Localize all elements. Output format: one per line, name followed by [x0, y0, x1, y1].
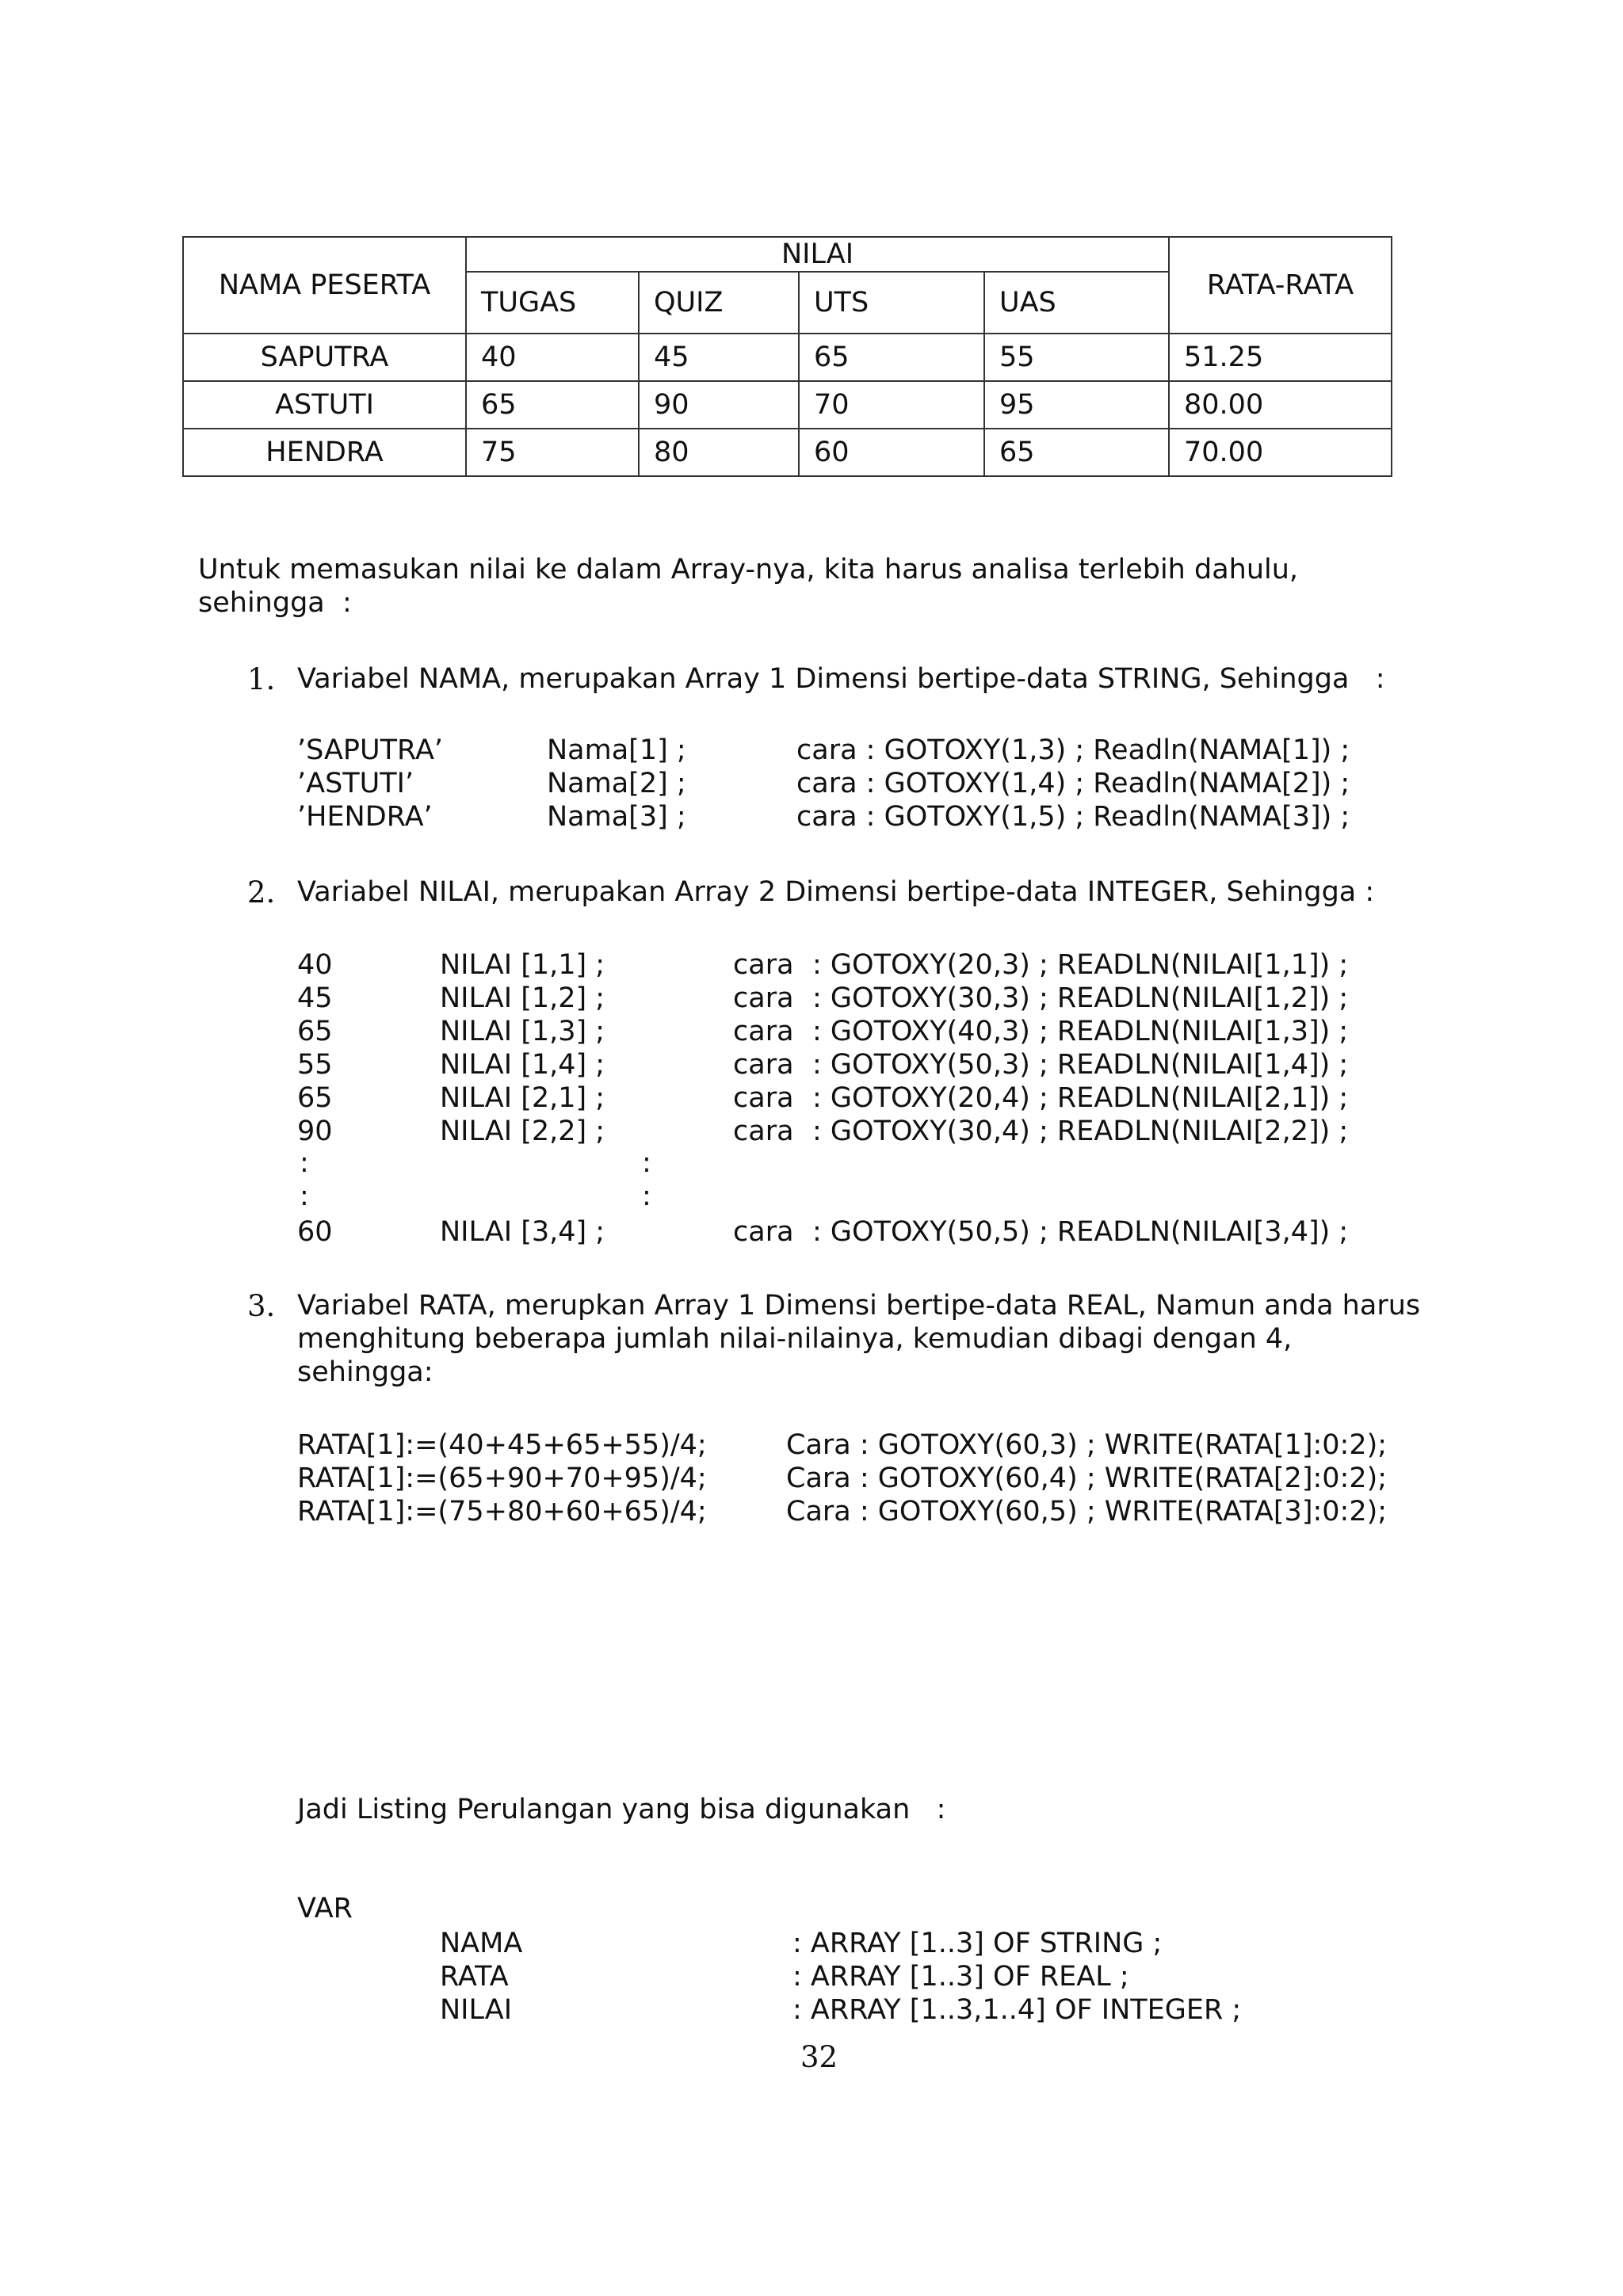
header-uts: UTS: [799, 272, 984, 334]
intro-line-1: Untuk memasukan nilai ke dalam Array-nya, kita harus analisa terlebih dahulu,: [198, 554, 1299, 585]
table-row: [183, 429, 1392, 476]
listing-decl-name: RATA: [440, 1961, 509, 1993]
item-2-row-c: cara: [733, 1116, 794, 1147]
item-1-row-a: ’SAPUTRA’: [297, 734, 444, 766]
item-2-row-b: NILAI [1,2] ;: [440, 982, 605, 1014]
header-uas: UAS: [984, 272, 1169, 334]
cell-uas: 55: [984, 334, 1169, 381]
item-2-text: Variabel NILAI, merupakan Array 2 Dimensi bertipe-data INTEGER, Sehingga :: [297, 876, 1375, 908]
item-2-row-a: 45: [297, 982, 333, 1014]
cell-rata: 70.00: [1169, 429, 1392, 476]
ellipsis-colon: :: [642, 1147, 651, 1179]
item-3-number: 3.: [247, 1289, 276, 1323]
item-2-row-a: 65: [297, 1082, 333, 1114]
cell-nama: HENDRA: [183, 429, 466, 476]
item-2-row-d: : GOTOXY(20,4) ; READLN(NILAI[2,1]) ;: [812, 1082, 1349, 1114]
cell-tugas: 40: [466, 334, 639, 381]
item-3-row-b: Cara : GOTOXY(60,3) ; WRITE(RATA[1]:0:2);: [786, 1429, 1388, 1461]
item-2-last-a: 60: [297, 1216, 333, 1248]
item-1-number: 1.: [247, 662, 276, 696]
cell-uas: 65: [984, 429, 1169, 476]
item-3-row-b: Cara : GOTOXY(60,5) ; WRITE(RATA[3]:0:2);: [786, 1496, 1388, 1527]
cell-uts: 60: [799, 429, 984, 476]
nilai-table: [182, 236, 1392, 477]
item-2-row-b: NILAI [2,1] ;: [440, 1082, 605, 1114]
item-1-row-b: Nama[2] ;: [547, 768, 686, 799]
item-1-text: Variabel NAMA, merupakan Array 1 Dimensi bertipe-data STRING, Sehingga :: [297, 663, 1385, 695]
listing-decl-type: : ARRAY [1..3] OF REAL ;: [792, 1961, 1129, 1993]
item-2-row-a: 55: [297, 1049, 333, 1081]
item-2-row-c: cara: [733, 1016, 794, 1047]
cell-quiz: 80: [639, 429, 799, 476]
listing-decl-type: : ARRAY [1..3,1..4] OF INTEGER ;: [792, 1994, 1242, 2026]
item-2-row-c: cara: [733, 1082, 794, 1114]
header-rata-rata: RATA-RATA: [1169, 237, 1392, 334]
item-2-row-a: 65: [297, 1016, 333, 1047]
item-3-text-1: Variabel RATA, merupkan Array 1 Dimensi bertipe-data REAL, Namun anda harus: [297, 1290, 1421, 1322]
item-2-row-d: : GOTOXY(40,3) ; READLN(NILAI[1,3]) ;: [812, 1016, 1349, 1047]
item-2-number: 2.: [247, 875, 276, 910]
cell-tugas: 65: [466, 381, 639, 429]
cell-tugas: 75: [466, 429, 639, 476]
item-1-row-c: cara : GOTOXY(1,3) ; Readln(NAMA[1]) ;: [796, 734, 1350, 766]
header-tugas: TUGAS: [466, 272, 639, 334]
item-2-row-a: 40: [297, 949, 333, 981]
item-2-last-b: NILAI [3,4] ;: [440, 1216, 605, 1248]
item-3-row-a: RATA[1]:=(75+80+60+65)/4;: [297, 1496, 707, 1527]
item-2-row-c: cara: [733, 1049, 794, 1081]
listing-decl-name: NAMA: [440, 1928, 523, 1959]
ellipsis-colon: :: [300, 1180, 309, 1212]
page-number: 32: [800, 2040, 838, 2074]
item-2-row-d: : GOTOXY(30,3) ; READLN(NILAI[1,2]) ;: [812, 982, 1349, 1014]
item-2-row-c: cara: [733, 949, 794, 981]
listing-var-keyword: VAR: [297, 1893, 353, 1924]
item-1-row-c: cara : GOTOXY(1,4) ; Readln(NAMA[2]) ;: [796, 768, 1350, 799]
item-1-row-b: Nama[1] ;: [547, 734, 686, 766]
item-3-text-3: sehingga:: [297, 1356, 433, 1388]
cell-uts: 70: [799, 381, 984, 429]
item-2-row-d: : GOTOXY(20,3) ; READLN(NILAI[1,1]) ;: [812, 949, 1349, 981]
item-2-row-c: cara: [733, 982, 794, 1014]
item-3-row-a: RATA[1]:=(65+90+70+95)/4;: [297, 1463, 707, 1494]
item-2-last-d: : GOTOXY(50,5) ; READLN(NILAI[3,4]) ;: [812, 1216, 1349, 1248]
item-3-text-2: menghitung beberapa jumlah nilai-nilainya, kemudian dibagi dengan 4,: [297, 1323, 1293, 1355]
cell-nama: ASTUTI: [183, 381, 466, 429]
header-nama-peserta: NAMA PESERTA: [183, 237, 466, 334]
ellipsis-colon: :: [642, 1180, 651, 1212]
cell-rata: 80.00: [1169, 381, 1392, 429]
item-1-row-a: ’HENDRA’: [297, 801, 433, 833]
cell-nama: SAPUTRA: [183, 334, 466, 381]
item-1-row-a: ’ASTUTI’: [297, 768, 414, 799]
item-2-last-c: cara: [733, 1216, 794, 1248]
item-2-row-b: NILAI [2,2] ;: [440, 1116, 605, 1147]
listing-intro: Jadi Listing Perulangan yang bisa digunakan :: [297, 1794, 946, 1825]
cell-quiz: 45: [639, 334, 799, 381]
listing-decl-type: : ARRAY [1..3] OF STRING ;: [792, 1928, 1163, 1959]
item-3-row-a: RATA[1]:=(40+45+65+55)/4;: [297, 1429, 707, 1461]
item-1-row-c: cara : GOTOXY(1,5) ; Readln(NAMA[3]) ;: [796, 801, 1350, 833]
item-3-row-b: Cara : GOTOXY(60,4) ; WRITE(RATA[2]:0:2);: [786, 1463, 1388, 1494]
item-2-row-b: NILAI [1,3] ;: [440, 1016, 605, 1047]
cell-rata: 51.25: [1169, 334, 1392, 381]
item-2-row-d: : GOTOXY(30,4) ; READLN(NILAI[2,2]) ;: [812, 1116, 1349, 1147]
item-2-row-a: 90: [297, 1116, 333, 1147]
table-row: [183, 381, 1392, 429]
item-2-row-b: NILAI [1,4] ;: [440, 1049, 605, 1081]
item-2-row-d: : GOTOXY(50,3) ; READLN(NILAI[1,4]) ;: [812, 1049, 1349, 1081]
ellipsis-colon: :: [300, 1147, 309, 1179]
cell-uas: 95: [984, 381, 1169, 429]
table-row: [183, 334, 1392, 381]
table-header-row: [183, 237, 1392, 272]
item-2-row-b: NILAI [1,1] ;: [440, 949, 605, 981]
header-nilai: NILAI: [466, 237, 1169, 272]
item-1-row-b: Nama[3] ;: [547, 801, 686, 833]
cell-quiz: 90: [639, 381, 799, 429]
listing-decl-name: NILAI: [440, 1994, 513, 2026]
intro-line-2: sehingga :: [198, 587, 352, 619]
header-quiz: QUIZ: [639, 272, 799, 334]
cell-uts: 65: [799, 334, 984, 381]
